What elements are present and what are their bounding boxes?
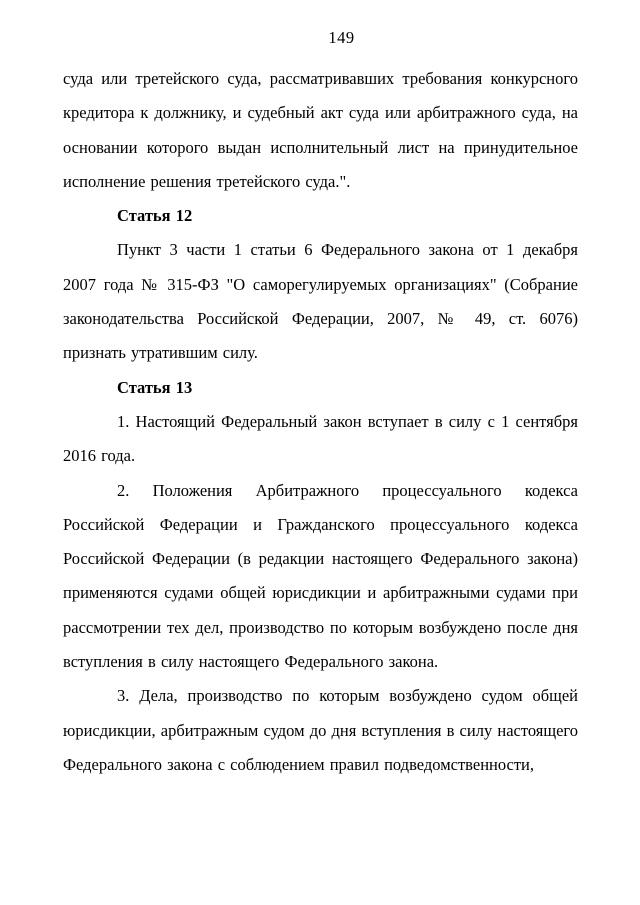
page-number: 149 <box>328 28 355 47</box>
paragraph-article-13-item-1: 1. Настоящий Федеральный закон вступает в силу с 1 сентября 2016 года. <box>63 411 578 466</box>
article-heading-12: Статья 12 <box>117 206 193 226</box>
article-heading-13: Статья 13 <box>117 377 193 397</box>
paragraph-article-12: Пункт 3 части 1 статьи 6 Федерального закона от 1 декабря 2007 года № 315-ФЗ "О саморегулируемых организациях" (Собрание законодательства Российской Федерации, 2007, № 49, ст. 6076) признать утратившим силу. <box>63 240 578 363</box>
paragraph-article-13-item-2: 2. Положения Арбитражного процессуального кодекса Российской Федерации и Гражданского процессуального кодекса Российской Федерации (в редакции настоящего Федерального закона) применяются судами общей юрисдикции и арбитражными судами при рассмотрении тех дел, производство по которым возбуждено после дня вступления в силу настоящего Федерального закона. <box>63 480 578 672</box>
document-body <box>63 62 578 782</box>
paragraph-continuation: суда или третейского суда, рассматривавших требования конкурсного кредитора к должнику, и судебный акт суда или арбитражного суда, на основании которого выдан исполнительный лист на принудительное исполнение решения третейского суда.". <box>63 69 578 191</box>
paragraph-article-13-item-3: 3. Дела, производство по которым возбуждено судом общей юрисдикции, арбитражным судом до дня вступления в силу настоящего Федерального закона с соблюдением правил подведомственности, <box>63 686 578 774</box>
